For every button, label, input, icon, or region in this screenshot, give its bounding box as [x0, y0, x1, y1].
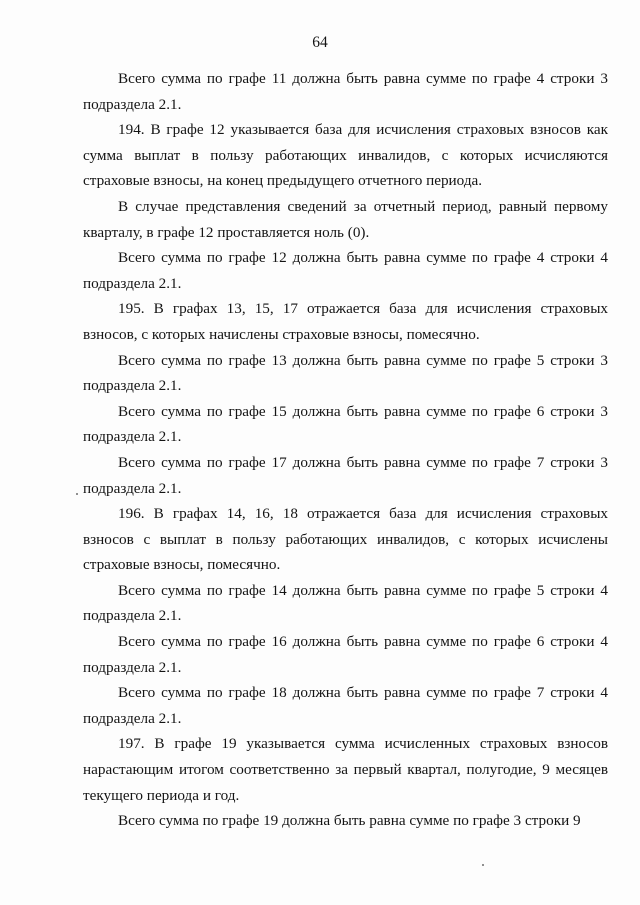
document-body [83, 66, 608, 834]
scan-speck [76, 493, 78, 495]
paragraph-9: 196. В графах 14, 16, 18 отражается база для исчисления страховых взносов с выплат в пользу работающих инвалидов, с которых исчислены страховые взносы, помесячно. [83, 505, 608, 574]
paragraph-12: Всего сумма по графе 18 должна быть равна сумме по графе 7 строки 4 подраздела 2.1. [83, 684, 608, 727]
page-number: 64 [312, 34, 328, 51]
paragraph-1: Всего сумма по графе 11 должна быть равна сумме по графе 4 строки 3 подраздела 2.1. [83, 70, 608, 113]
paragraph-2: 194. В графе 12 указывается база для исчисления страховых взносов как сумма выплат в пользу работающих инвалидов, с которых исчисляются страховые взносы, на конец предыдущего отчетного периода. [83, 121, 608, 190]
paragraph-4: Всего сумма по графе 12 должна быть равна сумме по графе 4 строки 4 подраздела 2.1. [83, 249, 608, 292]
paragraph-14: Всего сумма по графе 19 должна быть равна сумме по графе 3 строки 9 [118, 812, 581, 830]
scan-speck [482, 864, 484, 866]
paragraph-6: Всего сумма по графе 13 должна быть равна сумме по графе 5 строки 3 подраздела 2.1. [83, 351, 608, 395]
paragraph-8: Всего сумма по графе 17 должна быть равна сумме по графе 7 строки 3 подраздела 2.1. [83, 453, 608, 497]
paragraph-7: Всего сумма по графе 15 должна быть равна сумме по графе 6 строки 3 подраздела 2.1. [83, 402, 608, 446]
paragraph-13: 197. В графе 19 указывается сумма исчисленных страховых взносов нарастающим итогом соответственно за первый квартал, полугодие, 9 месяцев текущего периода и год. [83, 735, 608, 804]
paragraph-11: Всего сумма по графе 16 должна быть равна сумме по графе 6 строки 4 подраздела 2.1. [83, 633, 608, 676]
paragraph-10: Всего сумма по графе 14 должна быть равна сумме по графе 5 строки 4 подраздела 2.1. [83, 581, 608, 625]
paragraph-5: 195. В графах 13, 15, 17 отражается база для исчисления страховых взносов, с которых начислены страховые взносы, помесячно. [83, 300, 608, 343]
paragraph-3: В случае представления сведений за отчетный период, равный первому кварталу, в графе 12 проставляется ноль (0). [83, 197, 608, 241]
